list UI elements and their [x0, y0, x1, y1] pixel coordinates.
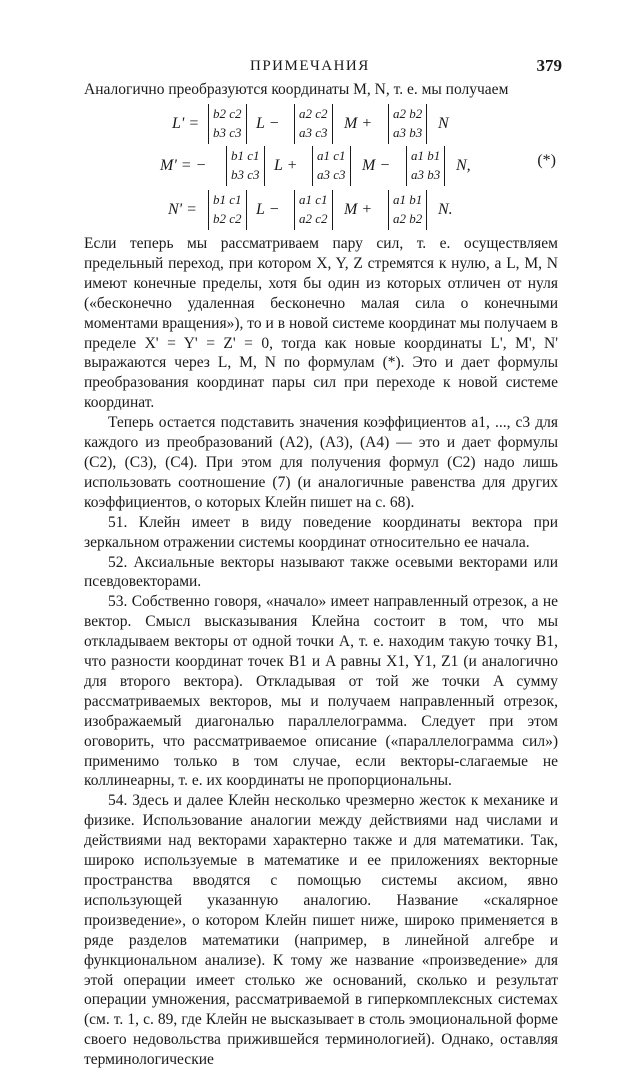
equation-lhs: L' =: [172, 115, 200, 132]
page-number: 379: [536, 56, 562, 75]
operator: L −: [256, 115, 280, 132]
note-52: 52. Аксиальные векторы называют также осевыми векторами или псевдовекторами.: [84, 553, 558, 591]
determinant: [226, 146, 265, 186]
determinant: [388, 190, 427, 230]
determinant: [312, 146, 351, 186]
det-row: b3 c3: [213, 125, 242, 140]
det-row: a1 b1: [393, 192, 423, 207]
operator: L −: [256, 201, 280, 218]
determinant: [294, 104, 333, 144]
note-53: 53. Собственно говоря, «начало» имеет направленный отрезок, а не вектор. Смысл высказывания Клейна состоит в том, что мы откладываем векторы от одной точки A, т. е. находим такую точку B1, что разности координат точек B1 и A равны X1, Y1, Z1 (и аналогично для второго вектора). Откладывая от той же точки A сумму рассматриваемых векторов, мы и получаем направленный отрезок, изображаемый диагональю параллелограмма. Следует при этом оговорить, что рассматриваемое описание («параллелограмма сил») применимо только в том случае, если векторы-слагаемые не коллинеарны, т. е. их координаты не пропорциональны.: [84, 593, 558, 790]
note-54: 54. Здесь и далее Клейн несколько чрезмерно жесток к механике и физике. Использование аналогии между действиями над числами и действиями над векторами характерно также и для математики. Так, широко используемые в математике и ее приложениях векторные пространства вводятся с помощью системы аксиом, явно использующей указанную аналогию. Название «скалярное произведение», о котором Клейн пишет ниже, широко применяется в ряде разделов математики (например, в линейной алгебре и функциональном анализе). К тому же название «произведение» для этой операции имеет столько же оснований, сколько и результат операции умножения, рассматриваемой в гиперкомплексных системах (см. т. 1, с. 89, где Клейн не высказывает в столь эмоциональной форме своего недовольства прижившейся терминологией). Однако, оставляя терминологические: [84, 792, 558, 1069]
operator: M +: [344, 115, 373, 132]
notes-body: [84, 234, 558, 1070]
operator: N,: [456, 157, 471, 174]
det-row: b2 c2: [213, 211, 242, 226]
det-row: a3 c3: [317, 167, 346, 182]
det-row: a2 c2: [299, 211, 328, 226]
paragraph-coefficients: Теперь остается подставить значения коэффициентов a1, ..., c3 для каждого из преобразований (A2), (A3), (A4) — это и дает формулы (C2), (C3), (C4). При этом для получения формул (C2) надо лишь использовать соотношение (7) (и аналогичные равенства для других коэффициентов, о которых Клейн пишет на с. 68).: [84, 414, 558, 511]
operator: N: [438, 115, 449, 132]
determinant: [388, 104, 427, 144]
determinant: [208, 104, 247, 144]
note-51: 51. Клейн имеет в виду поведение координаты вектора при зеркальном отражении системы координат относительно ее начала.: [84, 513, 558, 551]
intro-line: [84, 80, 558, 100]
det-row: a1 c1: [299, 192, 328, 207]
operator: N.: [438, 201, 453, 218]
det-row: a2 b2: [393, 106, 423, 121]
det-row: a1 c1: [317, 148, 346, 163]
det-row: b1 c1: [213, 192, 242, 207]
det-row: a1 b1: [411, 148, 441, 163]
det-row: a3 c3: [299, 125, 328, 140]
operator: M −: [362, 157, 391, 174]
operator: L +: [274, 157, 298, 174]
det-row: a3 b3: [393, 125, 423, 140]
intro-text: Аналогично преобразуются координаты M, N, т. е. мы получаем: [84, 81, 509, 98]
det-row: b2 c2: [213, 106, 242, 121]
running-title: ПРИМЕЧАНИЯ: [250, 58, 370, 74]
operator: M +: [344, 201, 373, 218]
det-row: a2 b2: [393, 211, 423, 226]
det-row: a3 b3: [411, 167, 441, 182]
equation-label: (*): [537, 152, 556, 169]
determinant: [294, 190, 333, 230]
det-row: b3 c3: [231, 167, 260, 182]
equation-lhs: M' = −: [160, 157, 207, 174]
equation-lhs: N' =: [168, 201, 197, 218]
paragraph-pair-of-forces: Если теперь мы рассматриваем пару сил, т. е. осуществляем предельный переход, при котором X, Y, Z стремятся к нулю, а L, M, N имеют конечные пределы, хотя бы один из которых отличен от нуля («бесконечно удаленная бесконечно малая сила о конечными моментами вращения»), то и в новой системе координат мы получаем в пределе X' = Y' = Z' = 0, тогда как новые координаты L', M', N' выражаются через L, M, N по формулам (*). Это и дает формулы преобразования координат пары сил при переходе к новой системе координат.: [84, 235, 558, 412]
determinant: [406, 146, 445, 186]
det-row: b1 c1: [231, 148, 260, 163]
determinant: [208, 190, 247, 230]
det-row: a2 c2: [299, 106, 328, 121]
running-header: [0, 58, 628, 80]
